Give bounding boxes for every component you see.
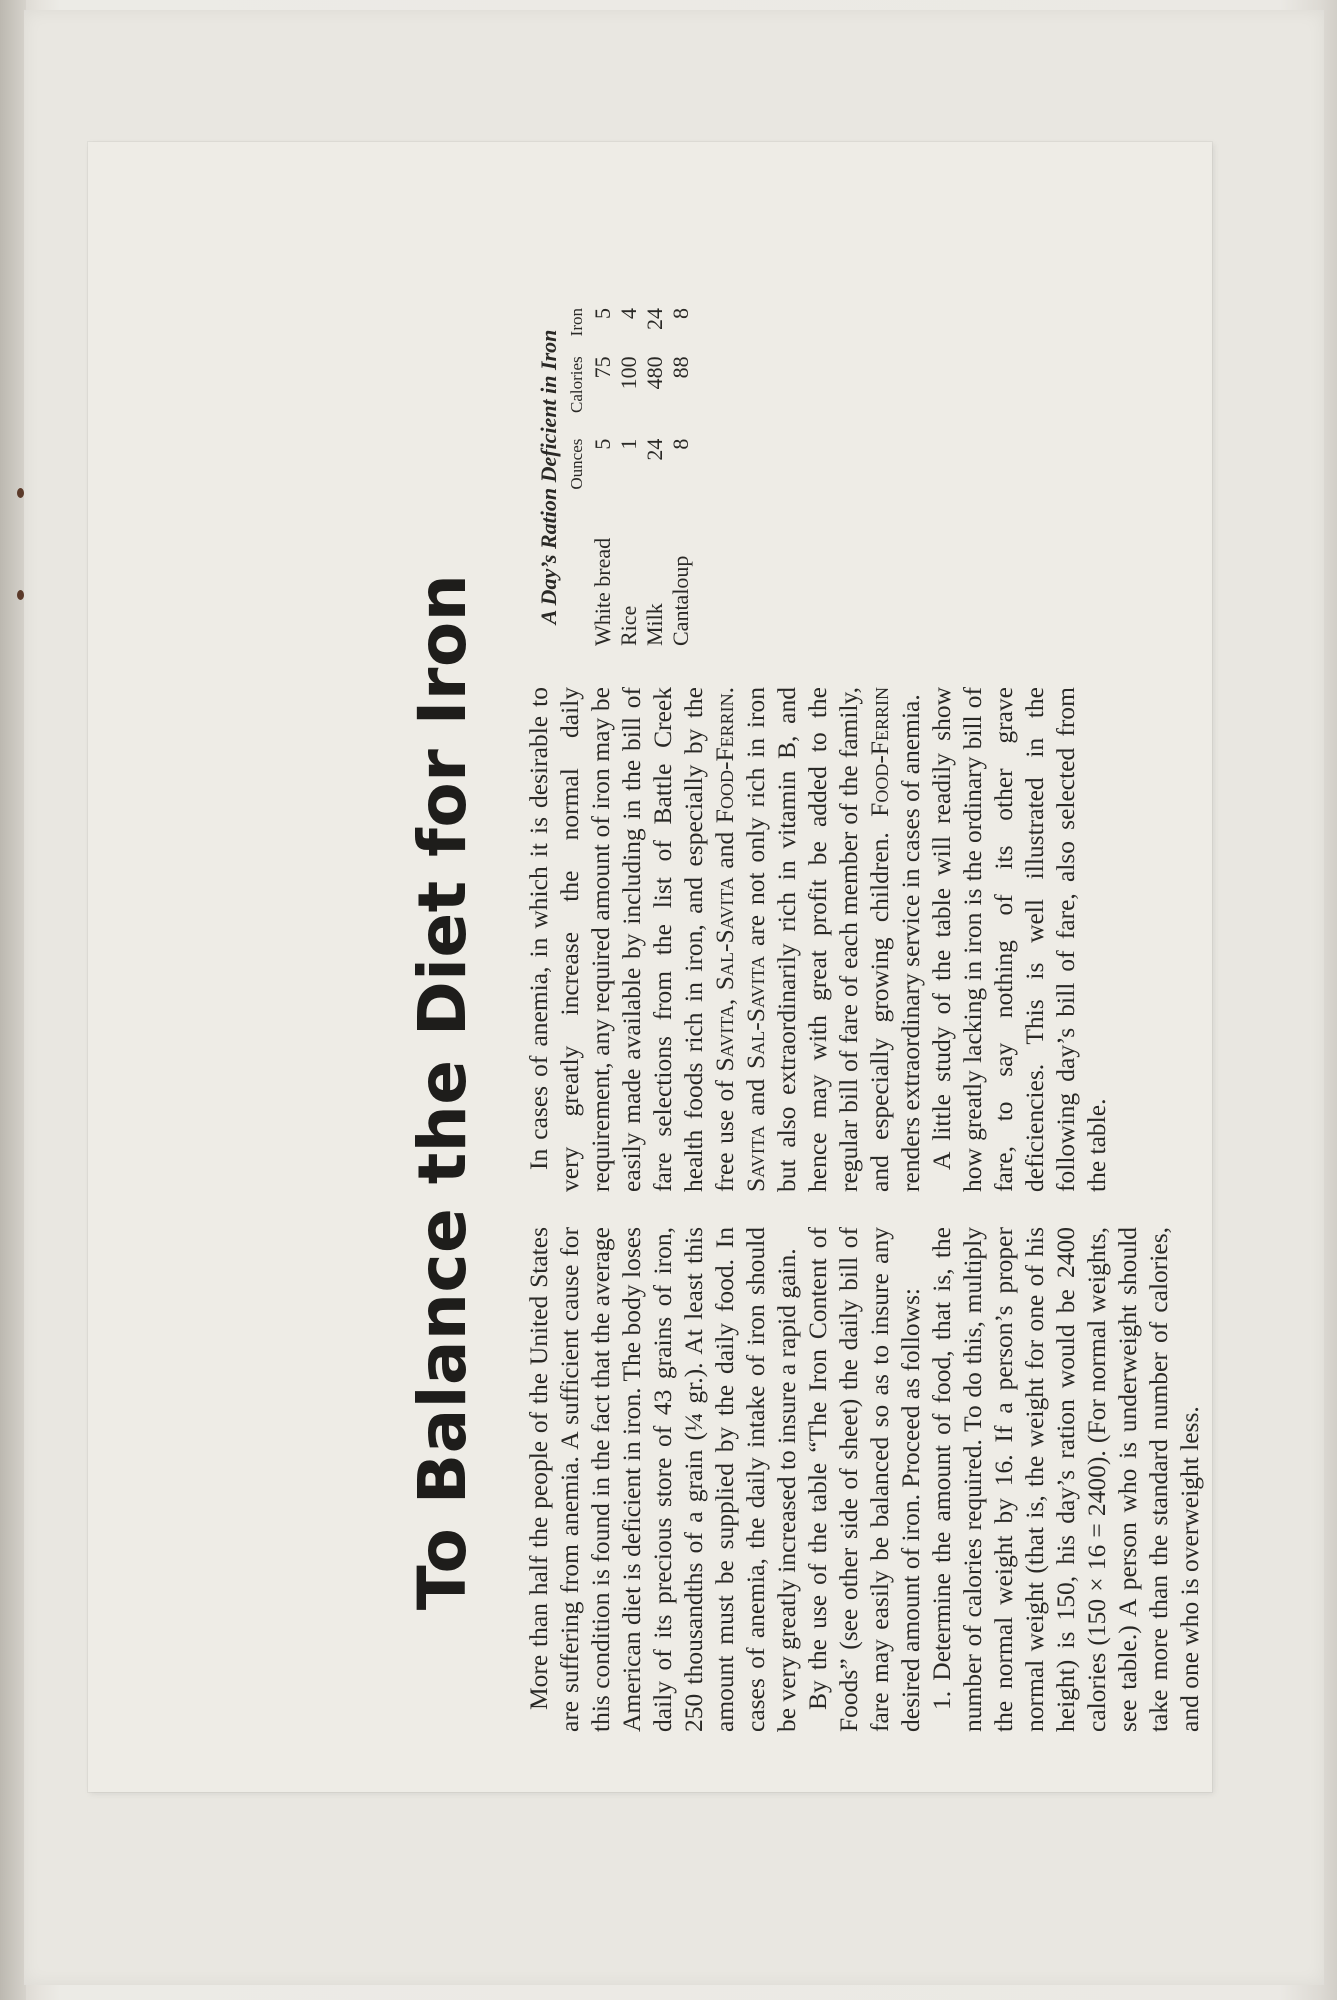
paragraph: A little study of the table will readily show how greatly lacking in iron is the ordinary bill of fare, to say nothing of its other grave deficiencies. This is well illustrated in the following day’s bill of fare, also selected from the table. [927, 687, 1111, 1192]
table-cell: 24 [642, 438, 667, 461]
text-run: are not only rich in iron but also extraordinarily rich in vitamin B, and hence may with great profit be added to the regular bill of fare of each member of the family, and especially growing children. [741, 686, 894, 1192]
table-row [668, 302, 694, 652]
paragraph: By the use of the table “The Iron Content of Foods” (see other side of sheet) the daily bill of fare may easily be balanced so as to insure any desired amount of iron. Proceed as follows: [803, 1227, 925, 1732]
table-cell: Rice [616, 605, 641, 646]
table-cell: 75 [590, 356, 615, 379]
table-cell: 1 [616, 438, 641, 450]
product-name: Savita [710, 1005, 739, 1072]
table-cell: Cantaloup [668, 555, 693, 646]
table-cell: 88 [668, 356, 693, 379]
table-cell: Milk [642, 603, 667, 646]
table-row [590, 302, 616, 652]
table-header-row [564, 302, 590, 652]
article-column-3 [523, 302, 694, 652]
table-cell: 5 [590, 438, 615, 450]
paragraph: In cases of anemia, in which it is desirable to very greatly increase the normal daily requirement, any required amount of iron may be easily made available by including in the bill of fare selections from the list of Battle Creek health foods rich in iron, and especially by the free use of Savita, Sal-Savita and Food-Ferrin. Savita and Sal-Savita are not only rich in iron but also extraordinarily rich in vitamin B, and hence may with great profit be added to the regular bill of fare of each member of the family, and especially growing children. Food-Ferrin renders extraordinary service in cases of anemia. [524, 686, 925, 1192]
pasted-clipping [88, 142, 1212, 1792]
paragraph: More than half the people of the United States are suffering from anemia. A sufficient cause for this condition is found in the fact that the average American diet is deficient in iron. The body loses daily of its precious store of 43 grains of iron, 250 thousandths of a grain (¼ gr.). At least this amount must be supplied by the daily food. In cases of anemia, the daily intake of iron should be very greatly increased to insure a rapid gain. [524, 1227, 801, 1732]
table-cell: 480 [642, 356, 667, 390]
product-name: Sal-Savita [710, 877, 739, 991]
article-column-2 [523, 687, 1112, 1192]
table-header: Calories [567, 356, 586, 413]
text-run: In cases of anemia, in which it is desirable to very greatly increase the normal daily requirement, any required amount of iron may be easily made available by including in the bill of fare selections from the list of Battle Creek health foods rich in iron, and especially by the free use of [524, 687, 739, 1192]
article-title: To Balance the Diet for Iron [404, 573, 481, 1611]
text-run: and [710, 831, 739, 869]
product-name: Savita [741, 1125, 770, 1192]
table-cell: 8 [668, 438, 693, 450]
table-title: A Day’s Ration Deficient in Iron [536, 329, 561, 625]
product-name: Sal-Savita [741, 955, 770, 1069]
text-run: renders extraordinary service in cases of anemia. [896, 694, 925, 1192]
ration-table [564, 302, 694, 652]
table-cell: 4 [616, 308, 641, 319]
table-header: Ounces [567, 438, 586, 490]
table-cell: 100 [616, 356, 641, 390]
text-run: and [741, 1078, 770, 1116]
table-row [642, 302, 668, 652]
table-cell: White bread [590, 537, 615, 646]
article-column-1 [523, 1227, 1205, 1732]
binding-hole [17, 488, 24, 498]
table-row [616, 302, 642, 652]
rotated-article [388, 302, 1268, 1882]
binding-hole [17, 590, 24, 600]
table-header [564, 508, 590, 652]
product-name: Food-Ferrin [865, 687, 894, 817]
product-name: Food-Ferrin [710, 693, 739, 824]
table-cell: 8 [668, 308, 693, 319]
table-cell: 24 [642, 308, 667, 330]
binding-spine [0, 0, 26, 2000]
paragraph: 1. Determine the amount of food, that is, the number of calories required. To do this, multiply the normal weight by 16. If a person’s proper normal weight (that is, the weight for one of his height) is 150, his day’s ration would be 2400 calories (150 × 16 = 2400). (For normal weights, see table.) A person who is underweight should take more than the standard number of calories, and one who is overweight less. [927, 1227, 1204, 1732]
table-cell: 5 [590, 308, 615, 319]
table-header: Iron [567, 308, 586, 337]
